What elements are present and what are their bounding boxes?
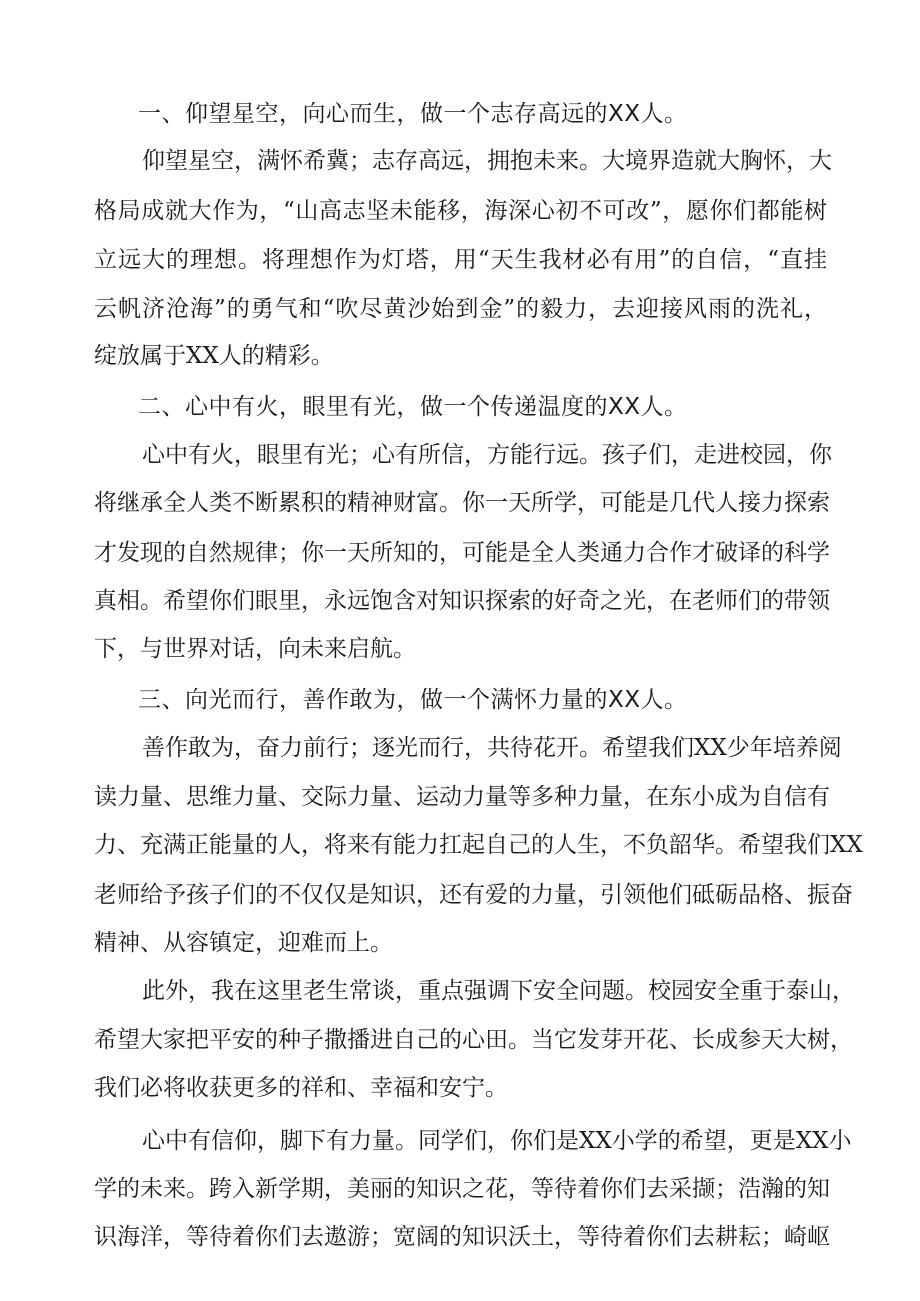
section-2-line-2: 将继承全人类不断累积的精神财富。你一天所学，可能是几代人接力探索 [94, 490, 830, 516]
section-1-line-1: 仰望星空，满怀希冀；志存高远，拥抱未来。大境界造就大胸怀，大 [142, 148, 832, 174]
section-1-line-4: 云帆济沧海”的勇气和“吹尽黄沙始到金”的毅力，去迎接风雨的洗礼， [94, 296, 827, 322]
section-2-line-3: 才发现的自然规律；你一天所知的，可能是全人类通力合作才破译的科学 [94, 540, 830, 566]
closing-paragraph-line-3: 识海洋，等待着你们去遨游；宽阔的知识沃土，等待着你们去耕耘；崎岖 [94, 1224, 830, 1250]
safety-paragraph-line-1: 此外，我在这里老生常谈，重点强调下安全问题。校园安全重于泰山， [142, 978, 855, 1004]
section-3-line-5: 精神、从容镇定，迎难而上。 [94, 930, 393, 956]
section-3-line-1: 善作敢为，奋力前行；逐光而行，共待花开。希望我们XX少年培养阅 [142, 735, 842, 761]
section-3-line-3: 力、充满正能量的人，将来有能力扛起自己的人生，不负韶华。希望我们XX [94, 832, 863, 858]
safety-paragraph-line-3: 我们必将收获更多的祥和、幸福和安宁。 [94, 1075, 508, 1101]
closing-paragraph-line-2: 学的未来。跨入新学期，美丽的知识之花，等待着你们去采撷；浩瀚的知 [94, 1176, 830, 1202]
safety-paragraph-line-2: 希望大家把平安的种子撒播进自己的心田。当它发芽开花、长成参天大树， [94, 1027, 853, 1053]
closing-paragraph-line-1: 心中有信仰，脚下有力量。同学们，你们是XX小学的希望，更是XX小 [142, 1128, 852, 1154]
section-2-line-5: 下，与世界对话，向未来启航。 [94, 636, 416, 662]
section-1-line-3: 立远大的理想。将理想作为灯塔，用“天生我材必有用”的自信，“直挂 [94, 247, 827, 273]
section-1-line-5: 绽放属于XX人的精彩。 [94, 343, 334, 369]
section-3-line-4: 老师给予孩子们的不仅仅是知识，还有爱的力量，引领他们砥砺品格、振奋 [94, 882, 853, 908]
section-heading-3: 三、向光而行，善作敢为，做一个满怀力量的XX人。 [138, 687, 688, 713]
section-2-line-4: 真相。希望你们眼里，永远饱含对知识探索的好奇之光，在老师们的带领 [94, 588, 830, 614]
section-heading-1: 一、仰望星空，向心而生，做一个志存高远的XX人。 [138, 101, 688, 127]
section-1-line-2: 格局成就大作为，“山高志坚未能移，海深心初不可改”，愿你们都能树 [94, 198, 827, 224]
section-2-line-1: 心中有火，眼里有光；心有所信，方能行远。孩子们，走进校园，你 [142, 442, 832, 468]
section-3-line-2: 读力量、思维力量、交际力量、运动力量等多种力量，在东小成为自信有 [94, 784, 830, 810]
section-heading-2: 二、心中有火，眼里有光，做一个传递温度的XX人。 [138, 394, 688, 420]
